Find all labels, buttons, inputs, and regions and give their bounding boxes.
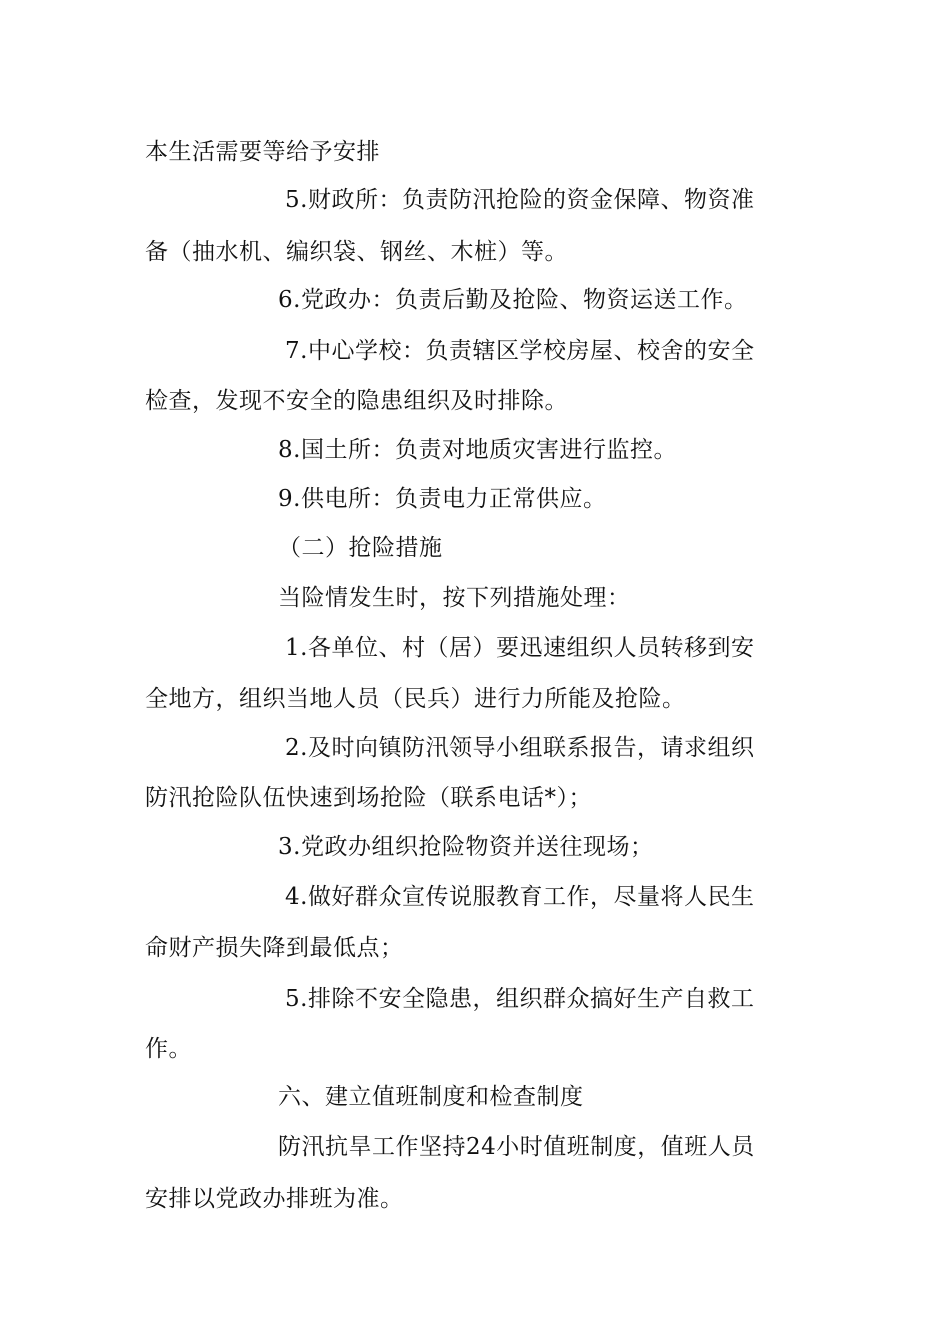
text-line: 全地方，组织当地人员（民兵）进行力所能及抢险。: [145, 686, 686, 712]
text-line: 2.及时向镇防汛领导小组联系报告，请求组织: [285, 735, 755, 761]
text-line: 4.做好群众宣传说服教育工作，尽量将人民生: [285, 884, 755, 910]
text-line: 5.财政所：负责防汛抢险的资金保障、物资准: [285, 187, 755, 213]
text-line: 5.排除不安全隐患，组织群众搞好生产自救工: [285, 986, 755, 1012]
text-line: 防汛抢险队伍快速到场抢险（联系电话*）；: [145, 785, 592, 811]
text-line: 备（抽水机、编织袋、钢丝、木桩）等。: [145, 239, 568, 265]
section-heading: 六、建立值班制度和检查制度: [278, 1084, 584, 1110]
text-line: 9.供电所：负责电力正常供应。: [278, 486, 607, 512]
text-line: 命财产损失降到最低点；: [145, 935, 404, 961]
text-line: 防汛抗旱工作坚持24小时值班制度，值班人员: [278, 1134, 755, 1160]
text-line: 3.党政办组织抢险物资并送往现场；: [278, 834, 654, 860]
text-line: 8.国土所：负责对地质灾害进行监控。: [278, 437, 677, 463]
text-line: 本生活需要等给予安排: [145, 139, 380, 165]
text-line: 检查，发现不安全的隐患组织及时排除。: [145, 388, 568, 414]
section-heading: （二）抢险措施: [278, 535, 443, 561]
text-line: 7.中心学校：负责辖区学校房屋、校舍的安全: [285, 338, 755, 364]
text-line: 1.各单位、村（居）要迅速组织人员转移到安: [285, 635, 755, 661]
text-line: 安排以党政办排班为准。: [145, 1186, 404, 1212]
text-line: 作。: [145, 1036, 192, 1062]
text-line: 当险情发生时，按下列措施处理：: [278, 585, 631, 611]
text-line: 6.党政办：负责后勤及抢险、物资运送工作。: [278, 287, 748, 313]
